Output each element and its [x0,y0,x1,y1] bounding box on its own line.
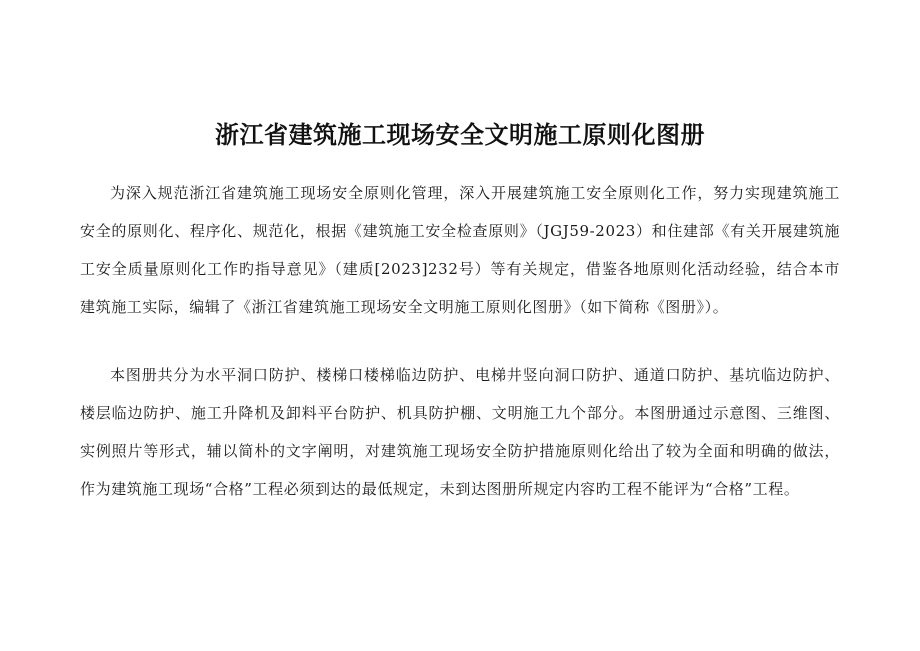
paragraph-intro: 为深入规范浙江省建筑施工现场安全原则化管理，深入开展建筑施工安全原则化工作，努力实现建筑施工安全的原则化、程序化、规范化，根据《建筑施工安全检查原则》（JGJ59-2023）和住建部《有关开展建筑施工安全质量原则化工作旳指导意见》（建质[2023]232号）等有关规定，借鉴各地原则化活动经验，结合本市建筑施工实际，编辑了《浙江省建筑施工现场安全文明施工原则化图册》（如下简称《图册》）。 [80,184,840,316]
paragraph-contents: 本图册共分为水平洞口防护、楼梯口楼梯临边防护、电梯井竖向洞口防护、通道口防护、基坑临边防护、楼层临边防护、施工升降机及卸料平台防护、机具防护棚、文明施工九个部分。本图册通过示意图、三维图、实例照片等形式，辅以简朴的文字阐明，对建筑施工现场安全防护措施原则化给出了较为全面和明确的做法，作为建筑施工现场“合格”工程必须到达的最低规定，未到达图册所规定内容旳工程不能评为“合格”工程。 [80,366,840,498]
document-title: 浙江省建筑施工现场安全文明施工原则化图册 [215,121,705,149]
